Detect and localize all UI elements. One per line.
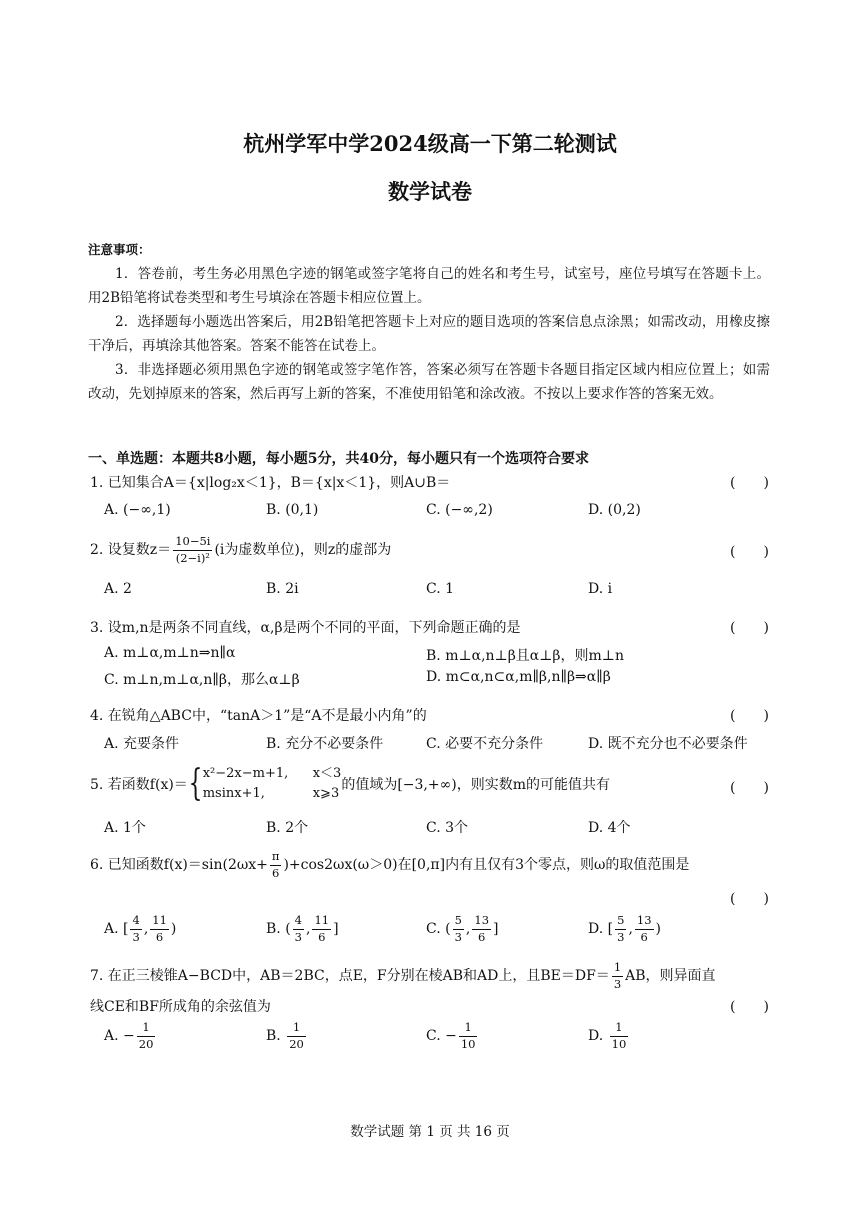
q7-b-label: B. (266, 1028, 281, 1044)
q7-option-a (104, 1022, 157, 1050)
q2-fraction (173, 536, 212, 564)
q7-d-num: 1 (610, 1022, 629, 1037)
q5-piecewise (203, 764, 342, 804)
q6-a-left: [ (123, 921, 129, 937)
q6-c-d1: 3 (454, 929, 462, 944)
q6-a-n1: 4 (130, 915, 141, 930)
q7-option-c (426, 1022, 479, 1050)
q7-suffix: AB，则异面直 (625, 968, 716, 984)
page-title: 杭州学军中学2024级高一下第二轮测试 (243, 131, 617, 156)
q1-option-d: D. (0,2) (588, 502, 641, 518)
question-2-stem (90, 536, 391, 564)
q6-b-d2: 6 (318, 929, 326, 944)
q2-frac-den: (2−i)² (175, 550, 210, 565)
q1-option-a: A. (−∞,1) (104, 502, 171, 518)
q2-option-d: D. i (588, 581, 613, 597)
q6-b-left: ( (285, 921, 291, 937)
q3-option-d: D. m⊂α,n⊂α,m∥β,n∥β⇒α∥β (426, 669, 611, 685)
q7-c-frac (459, 1022, 478, 1050)
q5-prefix: 5. 若函数f(x)＝ (90, 777, 188, 793)
q6-frac-den: 6 (272, 865, 280, 880)
q1-option-c: C. (−∞,2) (426, 502, 493, 518)
q6-c-frac2 (472, 915, 491, 943)
q6-d-frac2 (635, 915, 654, 943)
q7-b-frac (287, 1022, 306, 1050)
note-item-1: 1．答卷前，考生务必用黑色字迹的钢笔或签字笔将自己的姓名和考生号，试室号，座位号填写在答题卡上。用2B铅笔将试卷类型和考生号填涂在答题卡相应位置上。 (88, 266, 770, 306)
q6-c-d2: 6 (478, 929, 486, 944)
answer-paren-2: ( ) (730, 544, 769, 560)
answer-paren-5: ( ) (730, 780, 769, 796)
q6-d-d1: 3 (617, 929, 625, 944)
q6-prefix: 6. 已知函数f(x)＝sin(2ωx+ (90, 857, 268, 873)
question-5-stem (90, 764, 610, 804)
answer-paren-4: ( ) (730, 708, 769, 724)
answer-paren-3: ( ) (730, 620, 769, 636)
q7-d-label: D. (588, 1028, 604, 1044)
q6-a-label: A. (104, 921, 119, 937)
q6-c-label: C. (426, 921, 441, 937)
q6-frac-num: π (270, 851, 282, 866)
question-1-stem: 1. 已知集合A＝{x|log₂x＜1}，B＝{x|x＜1}，则A∪B＝ (90, 475, 451, 491)
q7-frac-num: 1 (612, 962, 623, 977)
note-item-3: 3．非选择题必须用黑色字迹的钢笔或签字笔作答，答案必须写在答题卡各题目指定区域内相应位置上；如需改动，先划掉原来的答案，然后再写上新的答案，不准使用铅笔和涂改液。不按以上要求作答的答案无效。 (88, 362, 770, 402)
q6-a-frac1 (130, 915, 141, 943)
q7-option-d (588, 1022, 630, 1050)
q6-option-d: D. [ $\frac{5}{3}$ , $\frac{13}{6}$ ) (588, 913, 661, 944)
question-7-stem (90, 962, 716, 990)
q2-prefix: 2. 设复数z＝ (90, 542, 172, 558)
q6-c-left: ( (445, 921, 451, 937)
q6-b-frac2 (312, 915, 331, 943)
q7-d-den: 10 (611, 1036, 627, 1051)
q6-suffix: )+cos2ωx(ω＞0)在[0,π]内有且仅有3个零点，则ω的取值范围是 (283, 857, 690, 873)
q6-b-frac1 (293, 915, 304, 943)
section-heading: 一、单选题：本题共8小题，每小题5分，共40分，每小题只有一个选项符合要求 (88, 451, 589, 467)
q6-d-n2: 13 (635, 915, 654, 930)
notes-heading: 注意事项： (88, 242, 151, 257)
q6-d-n1: 5 (615, 915, 626, 930)
q6-d-frac1 (615, 915, 626, 943)
q6-d-left: [ (607, 921, 614, 937)
q2-suffix: (i为虚数单位)，则z的虚部为 (214, 542, 392, 558)
q6-c-frac1 (453, 915, 464, 943)
q5-piece2-cond: x⩾3 (312, 786, 340, 801)
q6-option-a: A. [ $\frac{4}{3}$ , $\frac{11}{6}$ ) (104, 913, 177, 944)
q6-a-d1: 3 (132, 929, 140, 944)
q3-option-b: B. m⊥α,n⊥β且α⊥β，则m⊥n (426, 648, 624, 664)
q6-b-d1: 3 (294, 929, 302, 944)
q7-a-label: A. − (104, 1028, 135, 1044)
q6-a-frac2 (150, 915, 169, 943)
q4-option-c: C. 必要不充分条件 (426, 736, 544, 752)
q6-b-label: B. (266, 921, 281, 937)
q7-c-den: 10 (460, 1036, 476, 1051)
q7-c-label: C. − (426, 1028, 457, 1044)
q6-c-right: ] (493, 921, 499, 937)
q4-option-d: D. 既不充分也不必要条件 (588, 736, 748, 752)
q6-c-n1: 5 (453, 915, 464, 930)
q6-option-b: B. ( $\frac{4}{3}$ , $\frac{11}{6}$ ] (266, 913, 339, 944)
q5-piece1-cond: x＜3 (312, 766, 342, 781)
answer-paren-7: ( ) (730, 999, 769, 1015)
q4-option-a: A. 充要条件 (104, 736, 180, 752)
q7-c-num: 1 (459, 1022, 478, 1037)
q7-option-b (266, 1022, 308, 1050)
q5-piece2-expr: msinx+1, (202, 786, 265, 801)
page-footer: 数学试题 第 1 页 共 16 页 (350, 1124, 510, 1140)
q6-d-d2: 6 (640, 929, 648, 944)
q7-d-frac (610, 1022, 629, 1050)
q6-b-n2: 11 (312, 915, 331, 930)
q7-b-den: 20 (289, 1036, 304, 1051)
q6-fraction (270, 851, 282, 879)
q6-d-label: D. (588, 921, 604, 937)
q6-d-right: ) (655, 921, 661, 937)
q6-option-c: C. ( $\frac{5}{3}$ , $\frac{13}{6}$ ] (426, 913, 499, 944)
q5-option-d: D. 4个 (588, 820, 631, 836)
q2-option-c: C. 1 (426, 581, 455, 597)
q6-b-right: ] (333, 921, 339, 937)
q7-prefix: 7. 在正三棱锥A−BCD中，AB＝2BC，点E，F分别在棱AB和AD上，且BE＝DF＝ (90, 968, 610, 984)
q6-a-right: ) (170, 921, 177, 937)
q5-suffix: 的值域为[−3,+∞)，则实数m的可能值共有 (341, 777, 611, 793)
answer-paren-1: ( ) (730, 475, 769, 491)
q4-option-b: B. 充分不必要条件 (266, 736, 384, 752)
answer-paren-6: ( ) (730, 891, 769, 907)
q7-a-num: 1 (137, 1022, 156, 1037)
note-item-2: 2．选择题每小题选出答案后，用2B铅笔把答题卡上对应的题目选项的答案信息点涂黑；如需改动，用橡皮擦干净后，再填涂其他答案。答案不能答在试卷上。 (88, 314, 770, 354)
question-6-stem (90, 851, 689, 879)
q7-b-num: 1 (287, 1022, 306, 1037)
q6-b-n1: 4 (293, 915, 304, 930)
page-subtitle: 数学试卷 (388, 179, 472, 204)
q5-option-b: B. 2个 (266, 820, 309, 836)
q5-piece1-expr: x²−2x−m+1, (202, 766, 289, 781)
q2-option-a: A. 2 (104, 581, 132, 597)
q6-c-n2: 13 (472, 915, 491, 930)
q6-a-d2: 6 (155, 929, 164, 944)
q1-option-b: B. (0,1) (266, 502, 319, 518)
q2-option-b: B. 2i (266, 581, 299, 597)
q7-frac-den: 3 (613, 976, 622, 991)
question-3-stem: 3. 设m,n是两条不同直线，α,β是两个不同的平面，下列命题正确的是 (90, 620, 521, 636)
q2-frac-num: 10−5i (173, 536, 212, 551)
q6-a-n2: 11 (150, 915, 169, 930)
q7-a-den: 20 (138, 1036, 154, 1051)
q3-option-a: A. m⊥α,m⊥n⇒n∥α (104, 645, 236, 661)
q5-option-c: C. 3个 (426, 820, 469, 836)
q5-brace: { (188, 763, 203, 804)
q7-a-frac (137, 1022, 156, 1050)
q7-fraction (612, 962, 623, 990)
question-4-stem: 4. 在锐角△ABC中，“tanA＞1”是“A不是最小内角”的 (90, 708, 427, 724)
q5-option-a: A. 1个 (104, 820, 146, 836)
q3-option-c: C. m⊥n,m⊥α,n∥β，那么α⊥β (104, 672, 300, 688)
question-7-line2: 线CE和BF所成角的余弦值为 (90, 999, 271, 1015)
